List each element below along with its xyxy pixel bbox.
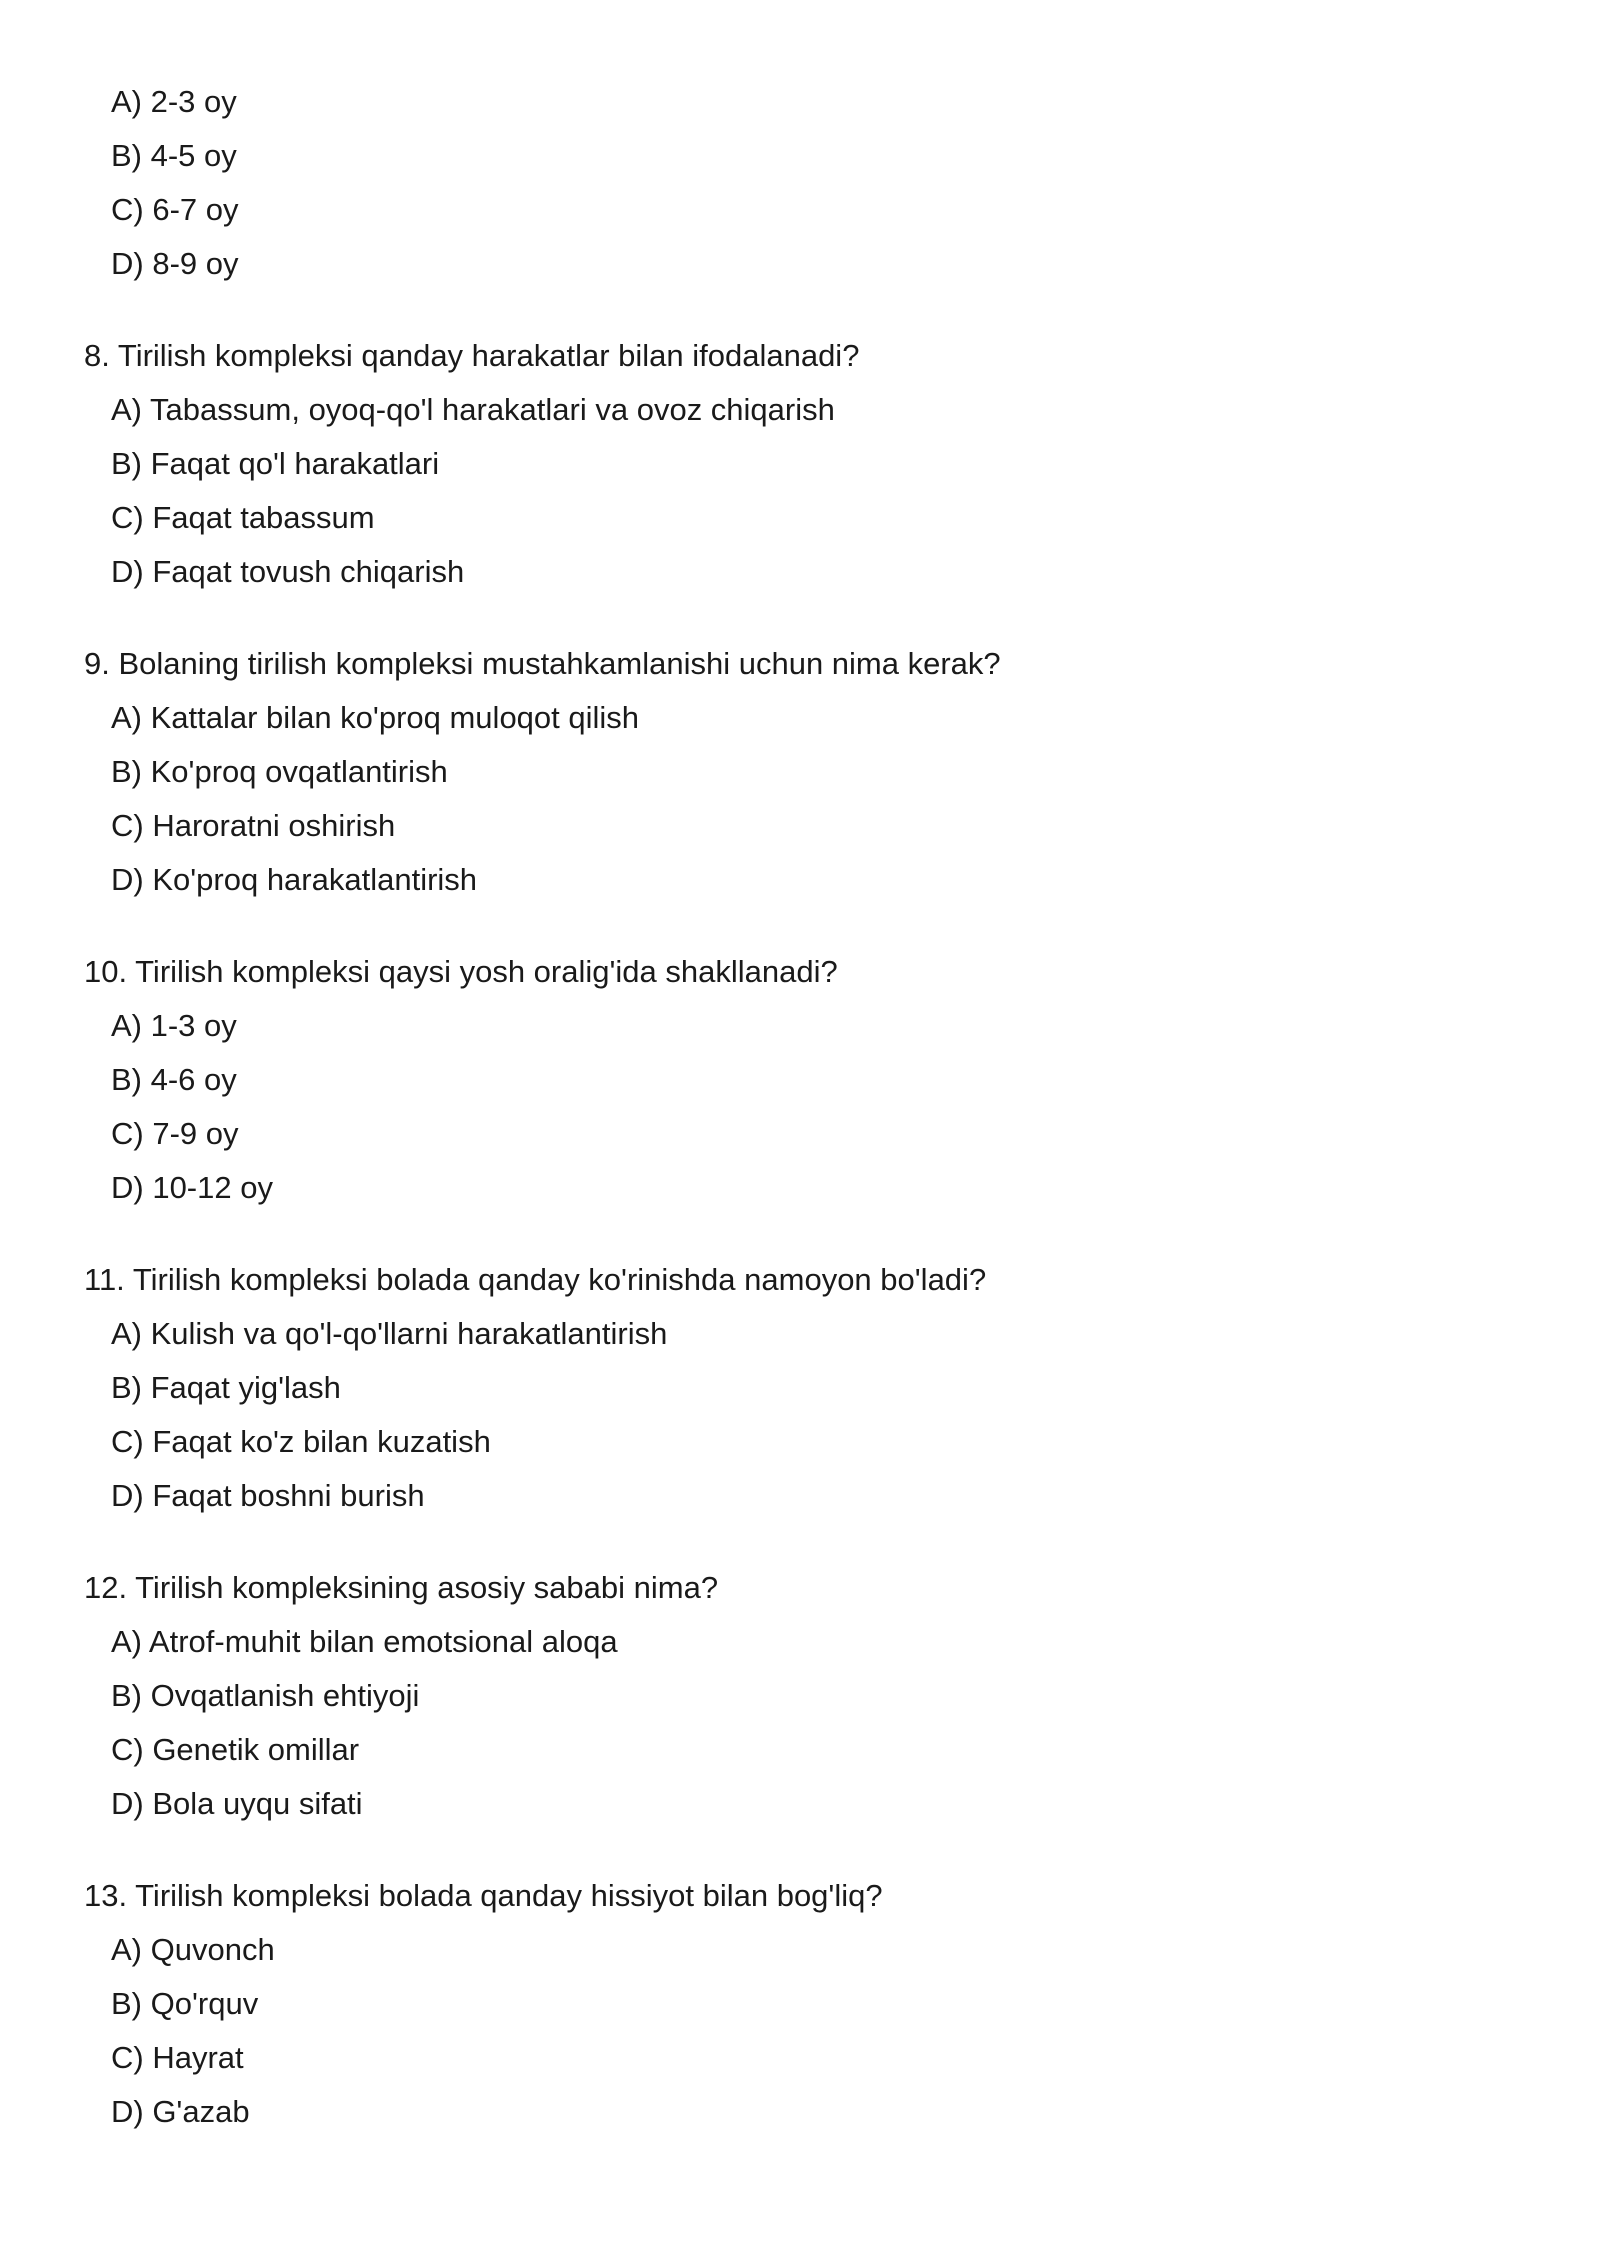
option-b: B) Faqat qo'l harakatlari [111,446,440,481]
option-a: A) Kattalar bilan ko'proq muloqot qilish [111,700,640,735]
option-c: C) Haroratni oshirish [111,808,396,843]
option-c: C) Faqat ko'z bilan kuzatish [111,1424,491,1459]
option-b: B) Ko'proq ovqatlantirish [111,754,448,789]
option-a: A) Quvonch [111,1932,275,1967]
option-c: C) Genetik omillar [111,1732,360,1767]
question-9: 9. Bolaning tirilish kompleksi mustahkamlanishi uchun nima kerak? [84,646,1001,681]
option-a: A) 1-3 oy [111,1008,237,1043]
option-c: C) 7-9 oy [111,1116,239,1151]
option-c: C) 6-7 oy [111,192,239,227]
option-b: B) 4-5 oy [111,138,237,173]
option-d: D) 10-12 oy [111,1170,273,1205]
option-a: A) Tabassum, oyoq-qo'l harakatlari va ovoz chiqarish [111,392,835,427]
option-d: D) Ko'proq harakatlantirish [111,862,478,897]
option-a: A) Atrof-muhit bilan emotsional aloqa [111,1624,618,1659]
question-12: 12. Tirilish kompleksining asosiy sababi nima? [84,1570,719,1605]
option-b: B) Qo'rquv [111,1986,259,2021]
option-d: D) Faqat boshni burish [111,1478,425,1513]
option-b: B) Ovqatlanish ehtiyoji [111,1678,420,1713]
question-10: 10. Tirilish kompleksi qaysi yosh oralig'ida shakllanadi? [84,954,838,989]
option-b: B) 4-6 oy [111,1062,237,1097]
option-b: B) Faqat yig'lash [111,1370,341,1405]
option-d: D) Faqat tovush chiqarish [111,554,465,589]
option-d: D) 8-9 oy [111,246,239,281]
question-13: 13. Tirilish kompleksi bolada qanday hissiyot bilan bog'liq? [84,1878,883,1913]
question-11: 11. Tirilish kompleksi bolada qanday ko'rinishda namoyon bo'ladi? [84,1262,987,1297]
option-a: A) 2-3 oy [111,84,237,119]
option-c: C) Faqat tabassum [111,500,375,535]
option-a: A) Kulish va qo'l-qo'llarni harakatlantirish [111,1316,668,1351]
option-d: D) G'azab [111,2094,250,2129]
option-d: D) Bola uyqu sifati [111,1786,363,1821]
option-c: C) Hayrat [111,2040,244,2075]
question-8: 8. Tirilish kompleksi qanday harakatlar bilan ifodalanadi? [84,338,860,373]
